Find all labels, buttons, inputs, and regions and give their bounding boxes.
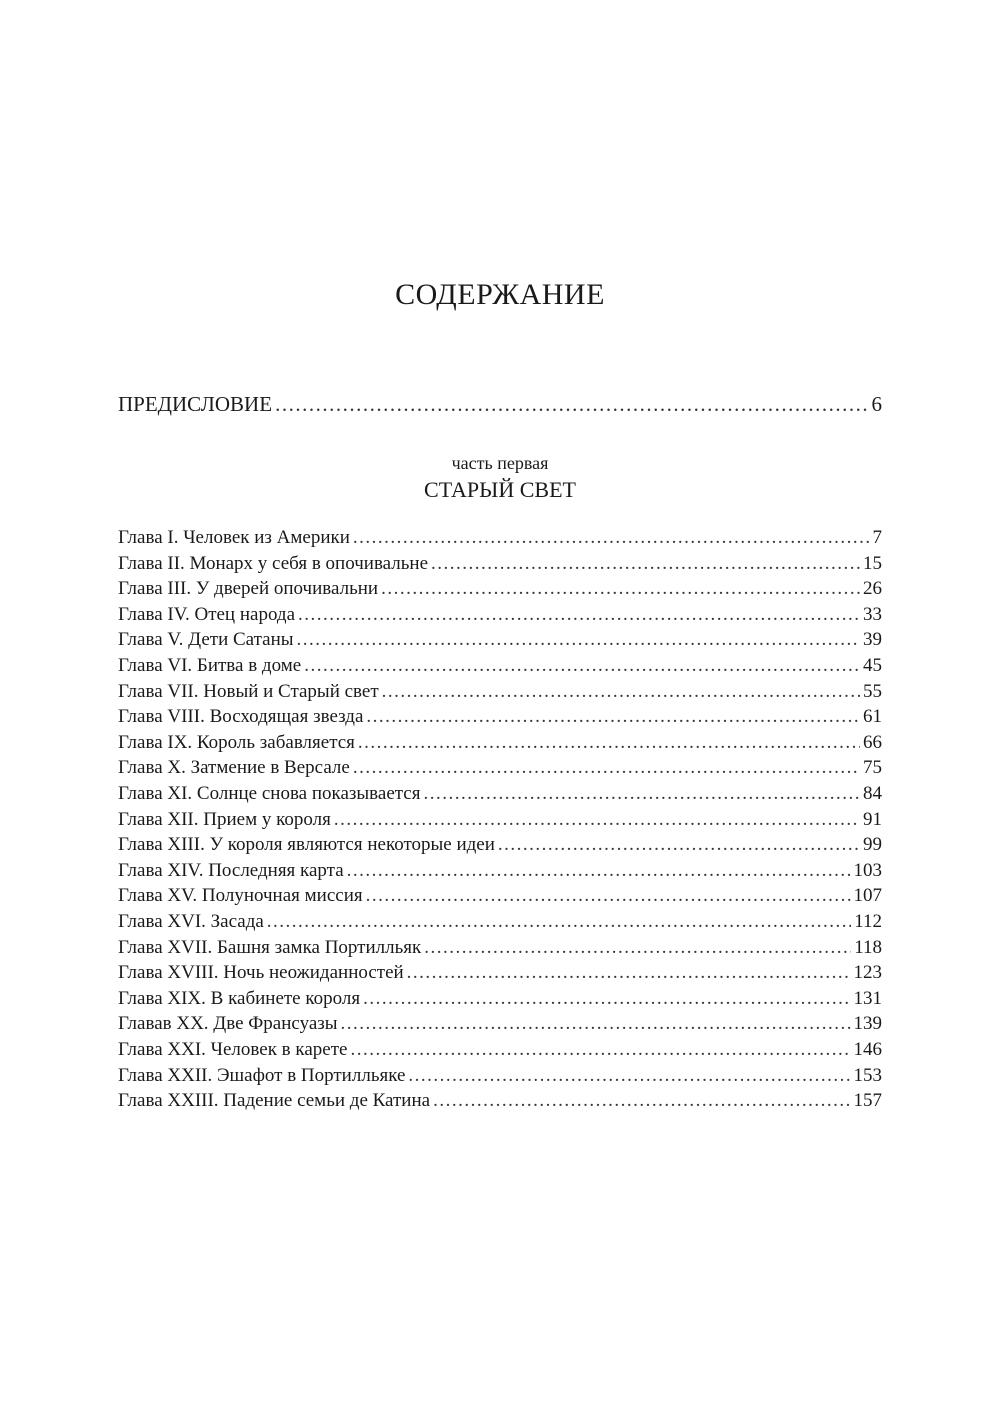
- page-title: СОДЕРЖАНИЕ: [395, 278, 605, 311]
- toc-entry-label: Глава V. Дети Сатаны: [118, 629, 294, 651]
- dot-leader: [275, 392, 868, 417]
- toc-entry-preface[interactable]: [118, 392, 882, 417]
- dot-leader: [424, 937, 851, 959]
- toc-entry-label: Глава XXIII. Падение семьи де Катина: [118, 1090, 431, 1112]
- toc-entry-label: Глава XVIII. Ночь неожиданностей: [118, 962, 404, 984]
- toc-entry-page-number: 103: [853, 859, 882, 881]
- toc-entry-chapter[interactable]: [118, 885, 882, 907]
- toc-entry-page-number: 99: [863, 834, 882, 856]
- dot-leader: [350, 1039, 850, 1061]
- toc-entry-chapter[interactable]: [118, 1039, 882, 1061]
- dot-leader: [366, 706, 860, 728]
- toc-entry-label: ПРЕДИСЛОВИЕ: [118, 392, 273, 416]
- toc-entry-page-number: 91: [863, 808, 882, 830]
- toc-entry-chapter[interactable]: [118, 655, 882, 677]
- toc-entry-page-number: 84: [863, 783, 882, 804]
- dot-leader: [498, 834, 860, 856]
- toc-entry-chapter[interactable]: [118, 629, 882, 651]
- toc-entry-chapter[interactable]: [118, 527, 882, 549]
- toc-entry-label: Глава XXII. Эшафот в Портилльяке: [118, 1064, 406, 1086]
- dot-leader: [304, 655, 860, 677]
- toc-entry-page-number: 66: [863, 731, 882, 753]
- toc-entry-label: Глава XVII. Башня замка Портилльяк: [118, 936, 422, 958]
- dot-leader: [381, 578, 860, 600]
- dot-leader: [347, 860, 851, 882]
- toc-entry-label: Глава II. Монарх у себя в опочивальне: [118, 552, 429, 574]
- toc-entry-page-number: 131: [853, 987, 882, 1009]
- part-subtitle: часть первая: [451, 453, 549, 473]
- dot-leader: [433, 1090, 850, 1112]
- toc-entry-label: Глава XXI. Человек в карете: [118, 1039, 348, 1060]
- toc-entry-chapter[interactable]: [118, 962, 882, 984]
- toc-entry-label: Глава X. Затмение в Версале: [118, 757, 350, 779]
- toc-entry-label: Глава XIX. В кабинете короля: [118, 987, 361, 1009]
- toc-entry-page-number: 139: [853, 1013, 882, 1035]
- toc-entry-page-number: 6: [871, 392, 882, 416]
- toc-entry-label: Глава XV. Полуночная миссия: [118, 885, 363, 907]
- dot-leader: [341, 1013, 851, 1035]
- toc-entry-page-number: 146: [853, 1039, 882, 1060]
- part-title: СТАРЫЙ СВЕТ: [424, 477, 576, 502]
- toc-entry-label: Глава III. У дверей опочивальни: [118, 578, 379, 600]
- toc-entry-chapter[interactable]: [118, 937, 882, 959]
- toc-entry-chapter[interactable]: [118, 1013, 882, 1035]
- toc-entry-chapter[interactable]: [118, 988, 882, 1010]
- toc-entry-chapter[interactable]: [118, 783, 882, 805]
- dot-leader: [431, 553, 860, 575]
- dot-leader: [366, 885, 851, 907]
- toc-entry-page-number: 75: [863, 757, 882, 779]
- toc-entry-chapter[interactable]: [118, 681, 882, 703]
- dot-leader: [353, 527, 870, 549]
- toc-entry-page-number: 7: [872, 527, 882, 548]
- dot-leader: [358, 732, 860, 754]
- toc-entry-label: Глава XIV. Последняя карта: [118, 859, 344, 881]
- toc-entry-label: Глава IV. Отец народа: [118, 603, 296, 625]
- toc-entry-page-number: 112: [854, 911, 882, 932]
- dot-leader: [267, 911, 851, 933]
- toc-entry-label: Главав XX. Две Франсуазы: [118, 1013, 338, 1035]
- toc-entry-label: Глава VII. Новый и Старый свет: [118, 680, 379, 702]
- toc-entry-label: Глава I. Человек из Америки: [118, 527, 350, 548]
- dot-leader: [408, 1065, 850, 1087]
- dot-leader: [353, 757, 860, 779]
- toc-entry-page-number: 153: [853, 1064, 882, 1086]
- toc-entry-page-number: 107: [853, 885, 882, 907]
- dot-leader: [334, 809, 860, 831]
- toc-entry-label: Глава VI. Битва в доме: [118, 655, 302, 676]
- toc-entry-chapter[interactable]: [118, 1090, 882, 1112]
- toc-entry-label: Глава IX. Король забавляется: [118, 731, 355, 753]
- toc-entry-label: Глава XVI. Засада: [118, 911, 264, 932]
- toc-entry-page-number: 26: [863, 578, 882, 600]
- toc-entry-page-number: 118: [854, 936, 882, 958]
- toc-entry-page-number: 33: [863, 603, 882, 625]
- dot-leader: [363, 988, 850, 1010]
- toc-entry-label: Глава XI. Солнце снова показывается: [118, 783, 421, 804]
- dot-leader: [298, 604, 860, 626]
- toc-entry-chapter[interactable]: [118, 757, 882, 779]
- dot-leader: [407, 962, 851, 984]
- toc-entry-label: Глава XIII. У короля являются некоторые идеи: [118, 834, 495, 856]
- toc-entry-page-number: 15: [863, 552, 882, 574]
- toc-entry-page-number: 61: [863, 706, 882, 728]
- part-heading: [0, 452, 1000, 505]
- toc-entry-page-number: 123: [853, 962, 882, 984]
- toc-entry-chapter[interactable]: [118, 604, 882, 626]
- dot-leader: [297, 629, 860, 651]
- toc-entry-chapter[interactable]: [118, 732, 882, 754]
- toc-entry-chapter[interactable]: [118, 553, 882, 575]
- toc-entry-page-number: 157: [853, 1090, 882, 1112]
- toc-entry-chapter[interactable]: [118, 860, 882, 882]
- toc-entry-chapter[interactable]: [118, 834, 882, 856]
- toc-entry-chapter[interactable]: [118, 1065, 882, 1087]
- toc-entry-page-number: 39: [863, 629, 882, 651]
- toc-entry-label: Глава XII. Прием у короля: [118, 808, 331, 830]
- toc-entry-chapter[interactable]: [118, 706, 882, 728]
- toc-entry-chapter[interactable]: [118, 911, 882, 933]
- dot-leader: [382, 681, 860, 703]
- toc-entry-page-number: 55: [863, 680, 882, 702]
- toc-entry-page-number: 45: [863, 655, 882, 676]
- toc-entry-chapter[interactable]: [118, 578, 882, 600]
- dot-leader: [423, 783, 860, 805]
- toc-entry-chapter[interactable]: [118, 809, 882, 831]
- toc-entry-label: Глава VIII. Восходящая звезда: [118, 706, 364, 728]
